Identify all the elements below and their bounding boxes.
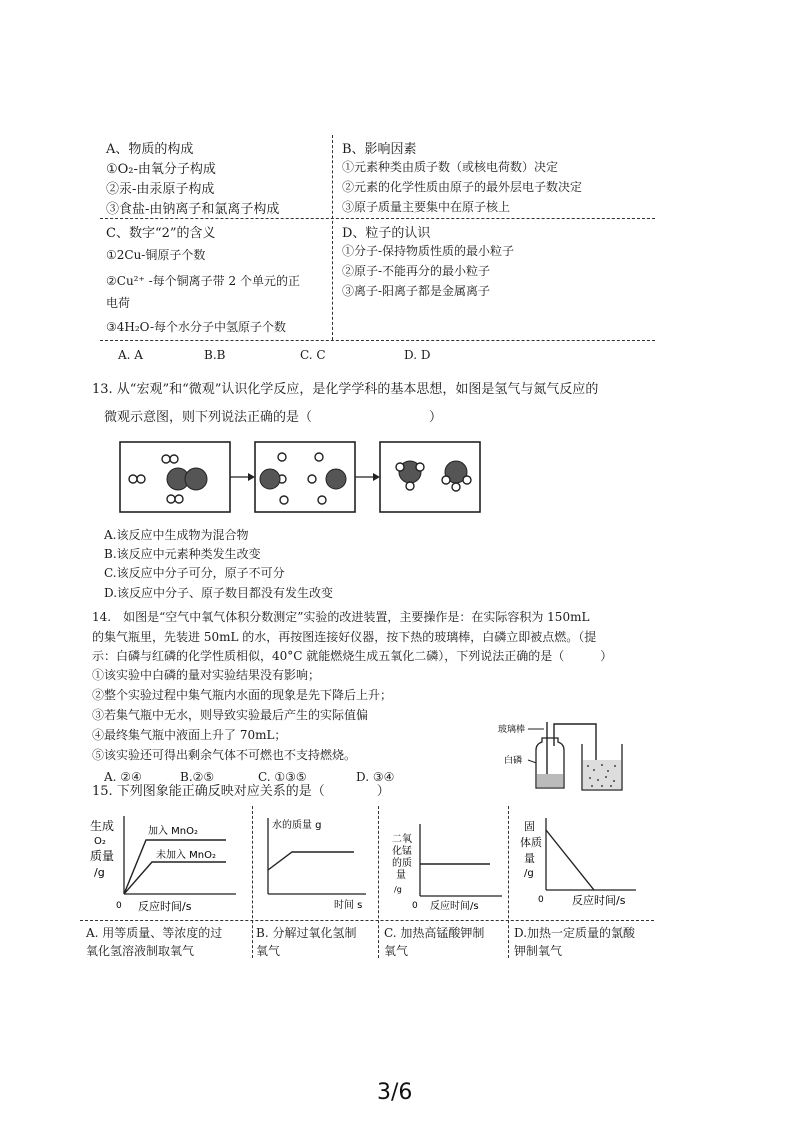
- h-atom: [318, 496, 326, 504]
- option-d: D.该反应中分子、原子数目都没有发生改变: [104, 586, 334, 600]
- x-label: 反应时间/s: [430, 901, 479, 912]
- option-b: B.B: [204, 348, 226, 362]
- caption-b: 氧气: [256, 944, 281, 958]
- origin: 0: [538, 895, 544, 905]
- solid-mass-line: [546, 830, 594, 890]
- cell-a-item: ②汞-由汞原子构成: [106, 182, 215, 197]
- h-atom: [175, 495, 183, 503]
- origin: 0: [412, 901, 418, 911]
- cell-c-item: ①2Cu-铜原子个数: [106, 248, 206, 262]
- bottle-water: [537, 774, 563, 787]
- h-atom: [278, 453, 286, 461]
- cell-d-item: ③离子-阳离子都是金属离子: [342, 284, 491, 298]
- page-number: 3/6: [377, 1080, 413, 1105]
- caption-divider: [80, 920, 654, 921]
- h-atom: [162, 455, 170, 463]
- statement: ③若集气瓶中无水，则导致实验最后产生的实际值偏: [92, 708, 369, 722]
- caption-a: A. 用等质量、等浓度的过: [86, 926, 223, 940]
- h-atom: [406, 482, 414, 490]
- h-atom: [137, 475, 145, 483]
- table-divider-vertical: [332, 135, 333, 340]
- cell-b-item: ②元素的化学性质由原子的最外层电子数决定: [342, 180, 583, 194]
- x-label: 时间 s: [334, 900, 363, 911]
- graph-d: [512, 810, 644, 918]
- cell-b-item: ①元素种类由质子数（或核电荷数）决定: [342, 160, 559, 174]
- q13-stem-line2: 微观示意图，则下列说法正确的是（ ）: [104, 410, 443, 425]
- h-atom: [129, 475, 137, 483]
- statement: ⑤该实验还可得出剩余气体不可燃也不支持燃烧。: [92, 748, 357, 762]
- option-d: D. D: [404, 348, 431, 362]
- table-divider-horizontal: [100, 218, 655, 219]
- statement: ①该实验中白磷的量对实验结果没有影响；: [92, 668, 321, 682]
- origin: 0: [116, 901, 122, 911]
- cell-a-item: ③食盐-由钠离子和氯离子构成: [106, 202, 280, 217]
- label-glass-rod: 玻璃棒: [498, 725, 526, 735]
- cell-c-item: 电荷: [106, 296, 131, 310]
- label-white-phosphorus: 白磷: [504, 756, 523, 766]
- option-b: B.②⑤: [180, 770, 215, 784]
- y-label: 生成: [90, 819, 115, 833]
- n-atom: [326, 469, 346, 489]
- h-atom: [167, 495, 175, 503]
- h-atom: [170, 455, 178, 463]
- n-atom: [260, 469, 280, 489]
- caption-a: 氧化氢溶液制取氧气: [86, 944, 195, 958]
- table-divider-bottom: [100, 340, 655, 341]
- cell-a-title: A、物质的构成: [106, 142, 194, 157]
- cell-c-item: ③4H₂O-每个水分子中氢原子个数: [106, 320, 287, 334]
- statement: ④最终集气瓶中液面上升了 70mL；: [92, 728, 287, 742]
- graph-a: [86, 810, 250, 918]
- water-mass-curve: [268, 852, 354, 870]
- curve-label: 未加入 MnO₂: [156, 850, 217, 861]
- option-c: C. C: [300, 348, 326, 362]
- h-atom: [315, 453, 323, 461]
- caption-b: B. 分解过氧化氢制: [256, 926, 357, 940]
- arrow-icon: [373, 473, 380, 481]
- q14-line: 14. 如图是“空气中氧气体积分数测定”实验的改进装置，主要操作是：在实际容积为 150mL: [92, 610, 590, 624]
- graph-c: [384, 810, 508, 918]
- x-label: 反应时间/s: [572, 894, 626, 907]
- graph-divider: [378, 806, 379, 958]
- cell-d-title: D、粒子的认识: [342, 226, 431, 241]
- statement: ②整个实验过程中集气瓶内水面的现象是先下降后上升；: [92, 688, 393, 702]
- y-label: 量: [524, 852, 535, 865]
- cell-b-item: ③原子质量主要集中在原子核上: [342, 200, 511, 214]
- option-b: B.该反应中元素种类发生改变: [104, 547, 261, 561]
- h-atom: [308, 475, 316, 483]
- caption-c: C. 加热高锰酸钾制: [384, 926, 485, 940]
- cell-c-title: C、数字“2”的含义: [106, 226, 216, 241]
- y-label: 量: [396, 870, 406, 881]
- cell-d-item: ②原子-不能再分的最小粒子: [342, 264, 491, 278]
- y-label: O₂: [94, 836, 106, 847]
- option-c: C.该反应中分子可分，原子不可分: [104, 566, 285, 580]
- cell-d-item: ①分子-保持物质性质的最小粒子: [342, 244, 515, 258]
- y-label: 质量: [90, 849, 115, 863]
- apparatus-diagram: [498, 718, 658, 792]
- option-c: C. ①③⑤: [258, 770, 307, 784]
- arrow-icon: [248, 473, 255, 481]
- q15-stem: 15. 下列图象能正确反映对应关系的是（ ）: [92, 784, 390, 799]
- q14-line: 的集气瓶里，先装进 50mL 的水，再按图连接好仪器，按下热的玻璃棒，白磷立即被点燃。（提: [92, 630, 597, 644]
- caption-d: D.加热一定质量的氯酸: [514, 926, 636, 940]
- y-label: 二氧: [392, 834, 412, 845]
- h-atom: [280, 496, 288, 504]
- graph-divider: [252, 806, 253, 958]
- option-d: D. ③④: [356, 770, 395, 784]
- y-label: 的质: [392, 858, 412, 869]
- x-label: 反应时间/s: [138, 900, 192, 913]
- h-atom: [416, 463, 424, 471]
- h-atom: [452, 483, 460, 491]
- cell-b-title: B、影响因素: [342, 142, 417, 157]
- y-label: 水的质量 g: [272, 820, 322, 831]
- h-atom: [463, 476, 471, 484]
- y-label: /g: [394, 885, 402, 894]
- q13-stem-line1: 13. 从“宏观”和“微观”认识化学反应，是化学学科的基本思想，如图是氢气与氮气反应的: [92, 382, 599, 397]
- curve-label: 加入 MnO₂: [148, 826, 199, 837]
- option-a: A. A: [118, 348, 143, 362]
- reaction-diagram: [110, 432, 510, 520]
- caption-d: 钾制氧气: [514, 944, 563, 958]
- h-atom: [442, 476, 450, 484]
- q14-line: 示：白磷与红磷的化学性质相似，40°C 就能燃烧生成五氧化二磷），下列说法正确的是（ ）: [92, 649, 613, 663]
- option-a: A. ②④: [104, 770, 142, 784]
- graph-divider: [508, 806, 509, 958]
- curve-with-catalyst: [124, 840, 226, 894]
- y-label: 体质: [520, 836, 542, 849]
- y-label: 固: [524, 820, 535, 833]
- y-label: /g: [94, 866, 105, 879]
- h-atom: [396, 463, 404, 471]
- graph-b: [254, 810, 374, 918]
- option-a: A.该反应中生成物为混合物: [104, 528, 249, 542]
- curve-without-catalyst: [124, 862, 226, 894]
- cell-a-item: ①O₂-由氧分子构成: [106, 162, 216, 177]
- cell-c-item: ②Cu²⁺ -每个铜离子带 2 个单元的正: [106, 274, 300, 288]
- y-label: 化锰: [392, 846, 412, 857]
- caption-c: 氧气: [384, 944, 409, 958]
- n-atom: [185, 468, 207, 490]
- y-label: /g: [524, 868, 534, 879]
